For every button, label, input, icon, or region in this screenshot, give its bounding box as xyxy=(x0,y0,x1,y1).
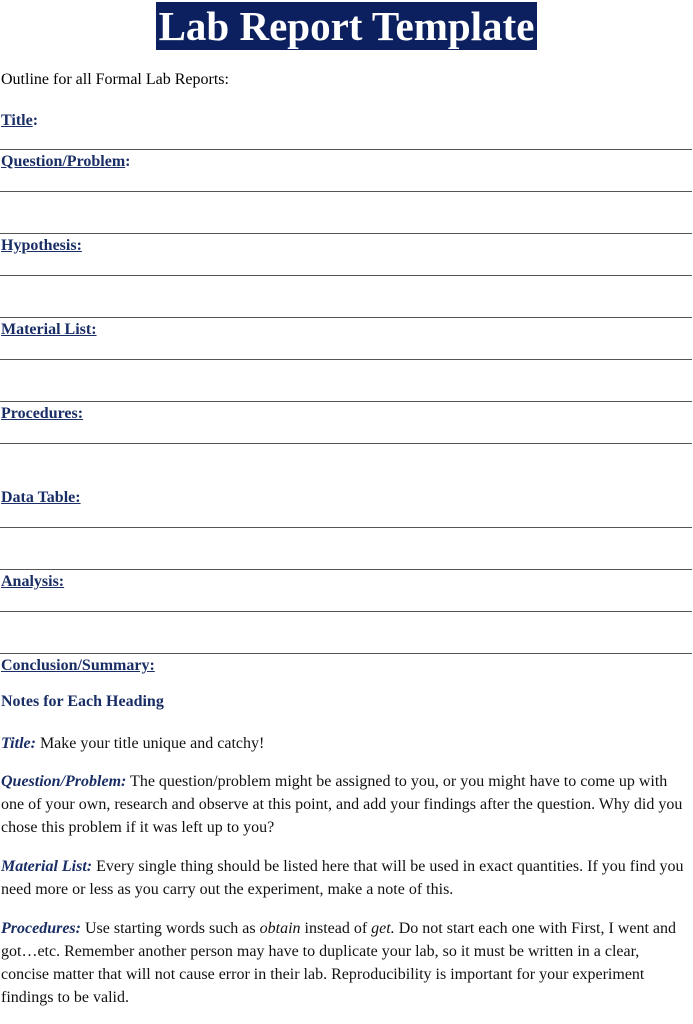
answer-line[interactable] xyxy=(0,191,692,192)
intro-text: Outline for all Formal Lab Reports: xyxy=(1,71,229,88)
page-title: Lab Report Template xyxy=(156,2,538,50)
heading-material-list-label: Material List: xyxy=(1,321,97,338)
note-material-text: Every single thing should be listed here that will be used in exact quantities. If you find you need more or less as you carry out the experiment, make a note of this. xyxy=(1,858,684,898)
answer-line[interactable] xyxy=(0,611,692,612)
note-procedures xyxy=(1,917,687,1009)
heading-conclusion xyxy=(1,657,155,675)
heading-data-table xyxy=(1,489,81,507)
answer-line[interactable] xyxy=(0,275,692,276)
heading-hypothesis-label: Hypothesis: xyxy=(1,237,82,254)
note-material-label: Material List: xyxy=(1,858,93,875)
answer-line[interactable] xyxy=(0,149,692,150)
note-procedures-text-c: Do not start each one with First, I went and got…etc. Remember another person may have to duplicate your lab, so it must be written in a clear, concise matter that will not cause error in their lab. Reproducibility is important for your experiment findings to be valid. xyxy=(1,920,676,1006)
heading-question xyxy=(1,153,130,171)
heading-question-label: Question/Problem xyxy=(1,153,126,170)
heading-analysis xyxy=(1,573,64,591)
note-procedures-em-a: obtain xyxy=(259,920,301,937)
answer-line[interactable] xyxy=(0,317,692,318)
answer-line[interactable] xyxy=(0,569,692,570)
title-banner xyxy=(0,0,693,50)
heading-question-colon: : xyxy=(125,153,131,170)
note-question xyxy=(1,770,687,839)
heading-title-colon: : xyxy=(32,112,39,129)
answer-line[interactable] xyxy=(0,653,692,654)
answer-line[interactable] xyxy=(0,443,692,444)
note-title-label: Title: xyxy=(1,735,36,752)
note-material xyxy=(1,855,687,901)
answer-line[interactable] xyxy=(0,527,692,528)
notes-heading: Notes for Each Heading xyxy=(1,693,164,710)
heading-procedures xyxy=(1,405,83,423)
heading-hypothesis xyxy=(1,237,82,255)
note-title-text: Make your title unique and catchy! xyxy=(35,735,265,752)
note-question-label: Question/Problem: xyxy=(1,773,127,790)
heading-title-label: Title xyxy=(1,112,33,129)
note-procedures-text-a: Use starting words such as xyxy=(80,920,260,937)
heading-material-list xyxy=(1,321,97,339)
heading-analysis-label: Analysis: xyxy=(1,573,65,590)
heading-conclusion-label: Conclusion/Summary: xyxy=(1,657,155,674)
heading-title xyxy=(1,112,38,130)
note-procedures-text-b: instead of xyxy=(300,920,372,937)
note-title xyxy=(1,732,687,755)
answer-line[interactable] xyxy=(0,233,692,234)
note-procedures-label: Procedures: xyxy=(1,920,81,937)
answer-line[interactable] xyxy=(0,359,692,360)
heading-data-table-label: Data Table: xyxy=(1,489,81,506)
heading-procedures-label: Procedures: xyxy=(1,405,84,422)
note-procedures-em-b: get. xyxy=(371,920,395,937)
note-question-text: The question/problem might be assigned to you, or you might have to come up with one of your own, research and observe at this point, and add your findings after the question. Why did you chose this problem if it was left up to you? xyxy=(1,773,683,836)
answer-line[interactable] xyxy=(0,401,692,402)
